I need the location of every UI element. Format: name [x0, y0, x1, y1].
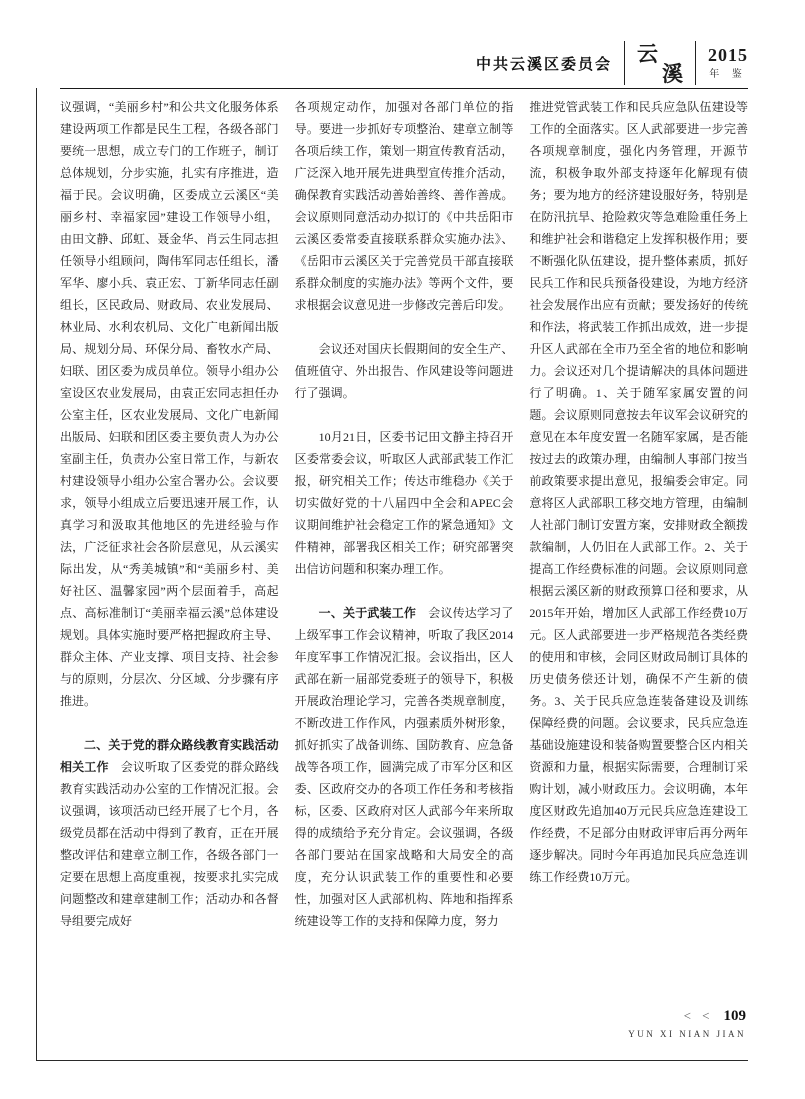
paragraph [60, 96, 279, 712]
left-margin-rule [36, 88, 37, 1060]
book-name-romanized: YUN XI NIAN JIAN [628, 1029, 746, 1039]
paragraph [295, 426, 514, 580]
page-number-row [628, 1008, 746, 1025]
logo-char-yun: 云 [637, 42, 658, 66]
header-org-title: 中共云溪区委员会 [475, 56, 612, 73]
header-rule [60, 88, 748, 89]
page-number: 109 [723, 1008, 746, 1024]
text-column-3 [529, 96, 748, 1004]
paragraph [529, 96, 748, 888]
page-footer [628, 1008, 746, 1039]
paragraph-text: 会议传达学习了上级军事工作会议精神，听取了我区2014年度军事工作情况汇报。会议指出，区人武部在新一届部党委班子的领导下，积极开展政治理论学习，完善各类规章制度，不断改进工作作风，内强素质外树形象，抓好抓实了战备训练、国防教育、应急备战等各项工作，圆满完成了市军分区和区委、区政府交办的各项工作任务和考核指标，区委、区政府对区人武部今年来所取得的成绩给予充分肯定。会议强调，各级各部门要站在国家战略和大局安全的高度，充分认识武装工作的重要性和必要性，加强对区人武部机构、阵地和指挥系统建设等工作的支持和保障力度，努力 [294, 606, 514, 928]
paragraph-lead: 一、关于武装工作 [318, 606, 417, 620]
paragraph [295, 338, 514, 404]
paragraph [295, 602, 514, 932]
year-label: 2015 [708, 45, 748, 66]
paragraph-lead: 二、关于党的群众路线教育实践活动相关工作 [60, 738, 279, 774]
bottom-rule [36, 1060, 748, 1061]
paragraph-text: 会议听取了区委党的群众路线教育实践活动办公室的工作情况汇报。会议强调，该项活动已经开展了七个月，各级党员都在活动中得到了教育，正在开展整改评估和建章立制工作，各级各部门一定要在思想上高度重视，按要求扎实完成问题整改和建章建制工作；活动办和各督导组要完成好 [60, 760, 279, 928]
paragraph-text: 10月21日，区委书记田文静主持召开区委常委会议，听取区人武部武装工作汇报，研究相关工作；传达市维稳办《关于切实做好党的十八届四中全会和APEC会议期间维护社会稳定工作的紧急通知》文件精神，部署我区相关工作；研究部署突出信访问题和积案办理工作。 [294, 430, 514, 576]
yunxi-logo [637, 41, 683, 85]
page-header [476, 40, 748, 86]
paragraph [295, 96, 514, 316]
text-columns [60, 96, 748, 1004]
text-column-1 [60, 96, 279, 1004]
header-divider-2 [695, 41, 696, 85]
paragraph-text: 会议还对国庆长假期间的安全生产、值班值守、外出报告、作风建设等问题进行了强调。 [294, 342, 514, 400]
year-block [708, 45, 748, 80]
paragraph-text: 各项规定动作，加强对各部门单位的指导。要进一步抓好专项整治、建章立制等各项后续工作，策划一期宣传教育活动，广泛深入地开展先进典型宣传推介活动，确保教育实践活动善始善终、善作善成。会议原则同意活动办拟订的《中共岳阳市云溪区委常委直接联系群众实施办法》、《岳阳市云溪区关于完善党员干部直接联系群众制度的实施办法》等两个文件，要求根据会议意见进一步修改完善后印发。 [294, 100, 514, 312]
book-label: 年 鉴 [709, 69, 747, 81]
paragraph-text: 推进党管武装工作和民兵应急队伍建设等工作的全面落实。区人武部要进一步完善各项规章制度，强化内务管理，开源节流，积极争取外部支持逐年化解现有债务；要为地方的经济建设服好务，特别是在防汛抗旱、抢险救灾等急难险重任务上和维护社会和谐稳定上发挥积极作用；要不断强化队伍建设，提升整体素质，抓好民兵工作和民兵预备役建设，为地方经济社会发展作出应有贡献；要发扬好的传统和作法，将武装工作抓出成效，进一步提升区人武部在全市乃至全省的地位和影响力。会议还对几个提请解决的具体问题进行了明确。1、关于随军家属安置的问题。会议原则同意按去年议军会议研究的意见在本年度安置一名随军家属，是否能按过去的政策办理，由编制人事部门按当前政策要求提出意见，报编委会审定。同意将区人武部职工移交地方管理，由编制人社部门制订安置方案，安排财政全额拨款编制，人仍旧在人武部工作。2、关于提高工作经费标准的问题。会议原则同意根据云溪区新的财政预算口径和要求，从2015年开始，增加区人武部工作经费10万元。区人武部要进一步严格规范各类经费的使用和审核，会同区财政局制订具体的历史债务偿还计划，确保不产生新的债务。3、关于民兵应急连装备建设及训练保障经费的问题。会议要求，民兵应急连基础设施建设和装备购置要整合区内相关资源和力量，根据实际需要，合理制订采购计划，减小财政压力。会议明确，本年度区财政先追加40万元民兵应急连建设工作经费，不足部分由财政评审后再分两年逐步解决。同时今年再追加民兵应急连训练工作经费10万元。 [529, 100, 749, 884]
paragraph-text: 议强调，“美丽乡村”和公共文化服务体系建设两项工作都是民生工程，各级各部门要统一思想，成立专门的工作班子，制订总体规划，分步实施，扎实有序推进，造福于民。会议明确，区委成立云溪区“美丽乡村、幸福家园”建设工作领导小组，由田文静、邱虹、聂金华、肖云生同志担任领导小组顾问，陶伟军同志任组长，潘军华、廖小兵、袁正宏、丁新华同志任副组长，区民政局、财政局、农业发展局、林业局、水利农机局、文化广电新闻出版局、规划分局、环保分局、畜牧水产局、妇联、团区委为成员单位。领导小组办公室设区农业发展局，由袁正宏同志担任办公室主任，区农业发展局、文化广电新闻出版局、妇联和团区委主要负责人为办公室副主任，负责办公室日常工作，与新农村建设领导小组办公室合署办公。会议要求，领导小组成立后要迅速开展工作，认真学习和汲取其他地区的先进经验与作法，广泛征求社会各阶层意见，从云溪实际出发，从“秀美城镇”和“美丽乡村、美好社区、温馨家园”两个层面着手，高起点、高标准制订“美丽幸福云溪”总体建设规划。具体实施时要严格把握政府主导、群众主体、产业支撑、项目支持、社会参与的原则，分层次、分区域、分步骤有序推进。 [60, 100, 279, 708]
text-column-2 [295, 96, 514, 1004]
logo-char-xi: 溪 [662, 62, 683, 86]
chevron-marks: < < [683, 1008, 714, 1023]
header-divider-1 [624, 41, 625, 85]
paragraph [60, 734, 279, 932]
